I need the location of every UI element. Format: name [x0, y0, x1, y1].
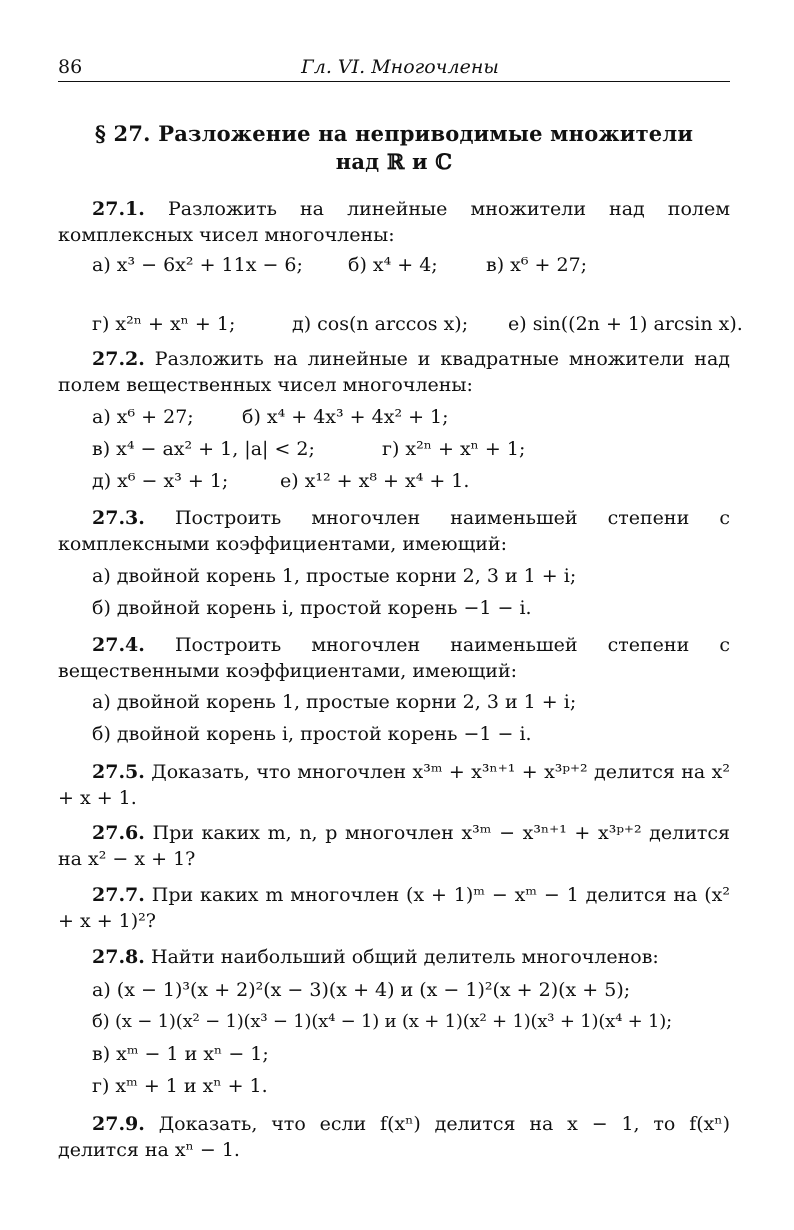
problem-27-8-item-a: а) (x − 1)³(x + 2)²(x − 3)(x + 4) и (x − 1)²(x + 2)(x + 5);	[92, 979, 631, 1001]
problem-27-2-item-c: в) x⁴ − ax² + 1, |a| < 2;	[92, 438, 315, 460]
problem-27-4	[58, 632, 730, 684]
problem-27-4-item-a: а) двойной корень 1, простые корни 2, 3 и 1 + i;	[92, 691, 577, 713]
problem-27-8-item-c: в) xᵐ − 1 и xⁿ − 1;	[92, 1043, 269, 1065]
problem-number: 27.5.	[92, 761, 145, 783]
problem-27-2-item-d: г) x²ⁿ + xⁿ + 1;	[382, 438, 526, 460]
problem-27-7	[58, 882, 730, 934]
problem-text: Доказать, что если f(xⁿ) делится на x − 1, то f(xⁿ) делится на xⁿ − 1.	[58, 1113, 730, 1161]
problem-27-5	[58, 759, 730, 811]
problem-27-1-item-b: б) x⁴ + 4;	[348, 254, 438, 276]
problem-number: 27.7.	[92, 884, 145, 906]
problem-text: Доказать, что многочлен x³ᵐ + x³ⁿ⁺¹ + x³ᵖ⁺² делится на x² + x + 1.	[58, 761, 730, 809]
problem-27-8-item-d: г) xᵐ + 1 и xⁿ + 1.	[92, 1075, 268, 1097]
problem-text: Построить многочлен наименьшей степени с вещественными коэффициентами, имеющий:	[58, 634, 730, 682]
problem-27-1-item-e: д) cos(n arccos x);	[292, 313, 469, 335]
page-number: 86	[58, 56, 83, 78]
section-title-line-2: над ℝ и ℂ	[335, 149, 453, 174]
problem-27-8	[58, 944, 730, 970]
problem-number: 27.2.	[92, 348, 145, 370]
problem-number: 27.1.	[92, 198, 145, 220]
problem-text: Построить многочлен наименьшей степени с комплексными коэффициентами, имеющий:	[58, 507, 730, 555]
problem-number: 27.4.	[92, 634, 145, 656]
problem-number: 27.9.	[92, 1113, 145, 1135]
problem-text: При каких m многочлен (x + 1)ᵐ − xᵐ − 1 делится на (x² + x + 1)²?	[58, 884, 730, 932]
problem-27-3	[58, 505, 730, 557]
problem-27-8-item-b: б) (x − 1)(x² − 1)(x³ − 1)(x⁴ − 1) и (x + 1)(x² + 1)(x³ + 1)(x⁴ + 1);	[92, 1011, 672, 1032]
problem-27-2-item-f: е) x¹² + x⁸ + x⁴ + 1.	[280, 470, 470, 492]
problem-27-1-item-f: е) sin((2n + 1) arcsin x).	[508, 313, 743, 335]
problem-27-9	[58, 1111, 730, 1163]
header-rule	[58, 81, 730, 82]
problem-27-3-item-a: а) двойной корень 1, простые корни 2, 3 и 1 + i;	[92, 565, 577, 587]
problem-27-1-item-a: а) x³ − 6x² + 11x − 6;	[92, 254, 303, 276]
running-title: Гл. VI. Многочлены	[301, 56, 499, 78]
problem-27-2-item-e: д) x⁶ − x³ + 1;	[92, 470, 229, 492]
problem-27-3-item-b: б) двойной корень i, простой корень −1 − i.	[92, 597, 532, 619]
problem-27-1	[58, 196, 730, 248]
problem-27-1-item-c: в) x⁶ + 27;	[486, 254, 588, 276]
problem-text: Найти наибольший общий делитель многочленов:	[150, 946, 659, 968]
problem-number: 27.6.	[92, 822, 145, 844]
problem-text: Разложить на линейные множители над полем комплексных чисел многочлены:	[58, 198, 731, 246]
section-title-line-1: § 27. Разложение на неприводимые множители	[94, 121, 694, 146]
problem-27-4-item-b: б) двойной корень i, простой корень −1 − i.	[92, 723, 532, 745]
problem-text: Разложить на линейные и квадратные множители над полем вещественных чисел многочлены:	[58, 348, 730, 396]
problem-27-6	[58, 820, 730, 872]
problem-text: При каких m, n, p многочлен x³ᵐ − x³ⁿ⁺¹ + x³ᵖ⁺² делится на x² − x + 1?	[58, 822, 730, 870]
problem-number: 27.8.	[92, 946, 145, 968]
problem-27-2-item-b: б) x⁴ + 4x³ + 4x² + 1;	[242, 406, 449, 428]
problem-27-1-item-d: г) x²ⁿ + xⁿ + 1;	[92, 313, 236, 335]
problem-27-2-item-a: а) x⁶ + 27;	[92, 406, 194, 428]
problem-27-2	[58, 346, 730, 398]
problem-number: 27.3.	[92, 507, 145, 529]
